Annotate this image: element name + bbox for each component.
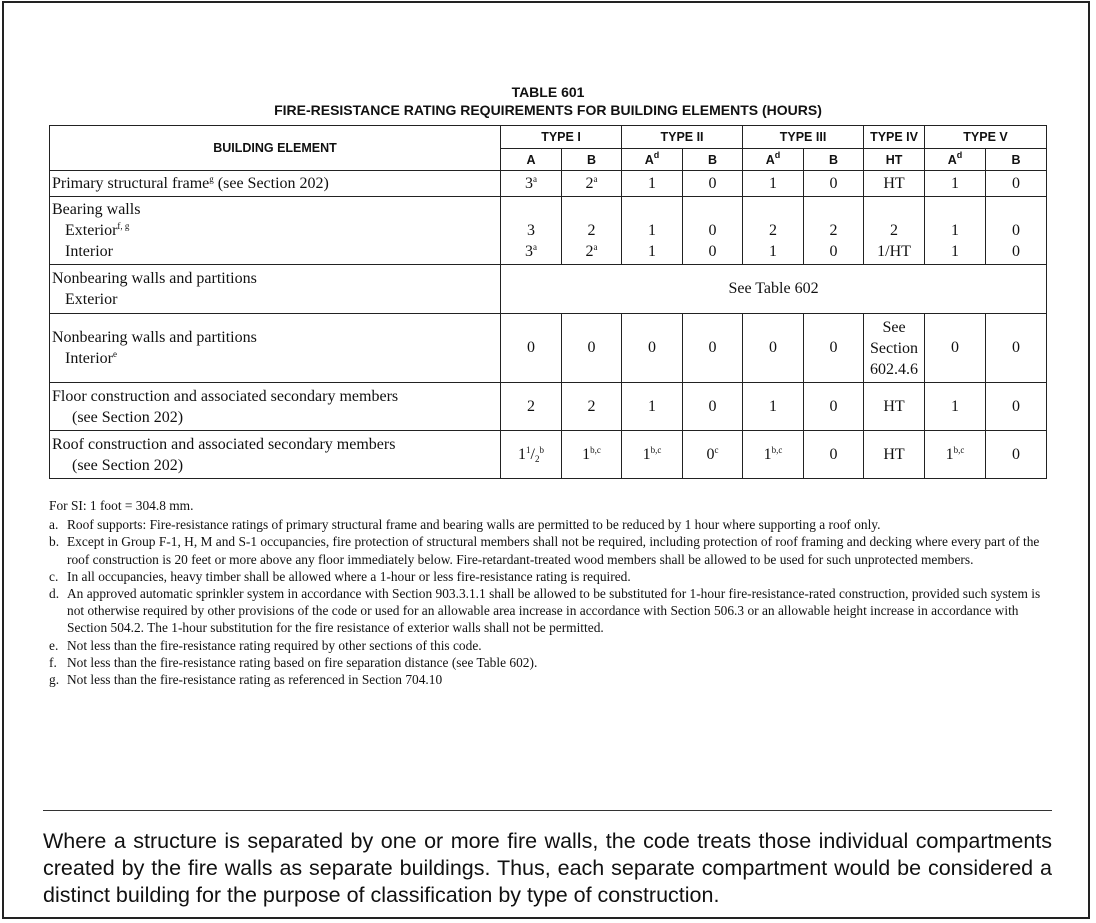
header-type-ii-a: $A^d$	[622, 149, 683, 171]
table-row-roof-construction	[50, 431, 1047, 479]
row-label: Bearing walls Exterior$^{f, g}$ Interior	[50, 197, 501, 265]
table-cell: 0	[501, 314, 562, 383]
table-footnotes	[49, 497, 1049, 688]
table-cell: 0$^c$	[683, 431, 743, 479]
header-type-ii-b: B	[683, 149, 743, 171]
table-cell: 0	[562, 314, 622, 383]
table-cell: 0	[804, 431, 864, 479]
table-cell: HT	[864, 383, 925, 431]
table-cell: 2	[562, 383, 622, 431]
table-cell: 1$^{b,c}$	[925, 431, 986, 479]
table-cell: 0	[804, 314, 864, 383]
table-cell-see-section: See Section 602.4.6	[864, 314, 925, 383]
table-cell: 1$^{b,c}$	[622, 431, 683, 479]
header-type-ii: TYPE II	[622, 126, 743, 149]
table-cell: 0	[986, 383, 1047, 431]
table-cell: 1	[622, 171, 683, 197]
table-cell: 1	[743, 171, 804, 197]
commentary-paragraph: Where a structure is separated by one or more fire walls, the code treats those individual compartments created by the fire walls as separate buildings. Thus, each separate compartment would be considered a distinct building for the purpose of classification by type of construction.	[43, 829, 1052, 907]
fire-resistance-table	[49, 125, 1047, 479]
table-cell: 3 3$^a$	[501, 197, 562, 265]
table-cell: 0	[986, 431, 1047, 479]
table-cell: 0	[986, 314, 1047, 383]
table-cell: 1$^{b,c}$	[743, 431, 804, 479]
table-cell: 0	[804, 171, 864, 197]
table-cell: 1	[743, 383, 804, 431]
table-cell: 2$^a$	[562, 171, 622, 197]
table-cell: 0	[683, 383, 743, 431]
table-cell: 0 0	[986, 197, 1047, 265]
header-type-i: TYPE I	[501, 126, 622, 149]
table-cell: 2	[501, 383, 562, 431]
table-cell: 0 0	[683, 197, 743, 265]
header-type-iv-ht: HT	[864, 149, 925, 171]
table-cell: HT	[864, 431, 925, 479]
header-type-iv: TYPE IV	[864, 126, 925, 149]
table-cell: 1	[925, 171, 986, 197]
table-cell: 0	[804, 383, 864, 431]
table-number: TABLE 601	[511, 84, 585, 100]
table-cell: 0	[986, 171, 1047, 197]
table-cell: 2 2$^a$	[562, 197, 622, 265]
table-cell: 2 1/HT	[864, 197, 925, 265]
table-cell: 1 1	[622, 197, 683, 265]
header-type-iii: TYPE III	[743, 126, 864, 149]
row-label: Nonbearing walls and partitions Interior$^e$	[50, 314, 501, 383]
table-cell: 1$^{b,c}$	[562, 431, 622, 479]
footnote-e: e. Not less than the fire-resistance rating required by other sections of this code.	[49, 637, 482, 653]
table-cell: 0	[683, 314, 743, 383]
row-label: Floor construction and associated secondary members (see Section 202)	[50, 383, 501, 431]
table-row-floor-construction	[50, 383, 1047, 431]
table-cell: $1^1/_2^b$	[501, 431, 562, 479]
footnote-b: b. Except in Group F-1, H, M and S-1 occupancies, fire protection of structural members shall not be required, including protection of roof framing and decking where every part of the roof construction is 20 feet or more above any floor immediately below. Fire-retardant-treated wood members shall be allowed to be used for such unprotected members.	[49, 534, 1040, 567]
table-cell-see-table-602: See Table 602	[501, 265, 1047, 314]
table-cell: 1	[622, 383, 683, 431]
table-cell: 2 1	[743, 197, 804, 265]
table-row-primary-structural-frame	[50, 171, 1047, 197]
table-row-nonbearing-interior	[50, 314, 1047, 383]
table-cell: 0	[743, 314, 804, 383]
header-type-iii-b: B	[804, 149, 864, 171]
table-cell: 0	[683, 171, 743, 197]
table-cell: 1	[925, 383, 986, 431]
header-type-i-b: B	[562, 149, 622, 171]
table-row-bearing-walls	[50, 197, 1047, 265]
table-cell: 3$^a$	[501, 171, 562, 197]
table-cell: HT	[864, 171, 925, 197]
header-row-types	[50, 126, 1047, 149]
table-cell: 2 0	[804, 197, 864, 265]
footnote-f: f. Not less than the fire-resistance rating based on fire separation distance (see Table 602).	[49, 654, 538, 670]
footnote-d: d. An approved automatic sprinkler system in accordance with Section 903.3.1.1 shall be allowed to be substituted for 1-hour fire-resistance-rated construction, provided such system is not otherwise required by other provisions of the code or used for an allowable area increase in accordance with Section 506.3 or an allowable height increase in accordance with Section 504.2. The 1-hour substitution for the fire resistance of exterior walls shall not be permitted.	[49, 586, 1041, 636]
header-type-v: TYPE V	[925, 126, 1047, 149]
header-building-element: BUILDING ELEMENT	[50, 126, 501, 171]
table-row-nonbearing-exterior	[50, 265, 1047, 314]
table-title: FIRE-RESISTANCE RATING REQUIREMENTS FOR BUILDING ELEMENTS (HOURS)	[274, 102, 822, 118]
footnote-a: a. Roof supports: Fire-resistance ratings of primary structural frame and bearing walls are permitted to be reduced by 1 hour where supporting a roof only.	[49, 517, 881, 533]
table-cell: 0	[622, 314, 683, 383]
header-type-iii-a: $A^d$	[743, 149, 804, 171]
footnote-c: c. In all occupancies, heavy timber shall be allowed where a 1-hour or less fire-resistance rating is required.	[49, 568, 631, 584]
header-type-v-a: $A^d$	[925, 149, 986, 171]
si-conversion-note: For SI: 1 foot = 304.8 mm.	[49, 498, 194, 513]
header-type-v-b: B	[986, 149, 1047, 171]
table-cell: 1 1	[925, 197, 986, 265]
header-type-i-a: A	[501, 149, 562, 171]
row-label: Nonbearing walls and partitions Exterior	[50, 265, 501, 314]
footnote-g: g. Not less than the fire-resistance rating as referenced in Section 704.10	[49, 672, 443, 688]
divider	[43, 810, 1052, 811]
row-label: Roof construction and associated secondary members (see Section 202)	[50, 431, 501, 479]
row-label: Primary structural frame$^g$ (see Section 202)	[50, 171, 501, 197]
table-cell: 0	[925, 314, 986, 383]
